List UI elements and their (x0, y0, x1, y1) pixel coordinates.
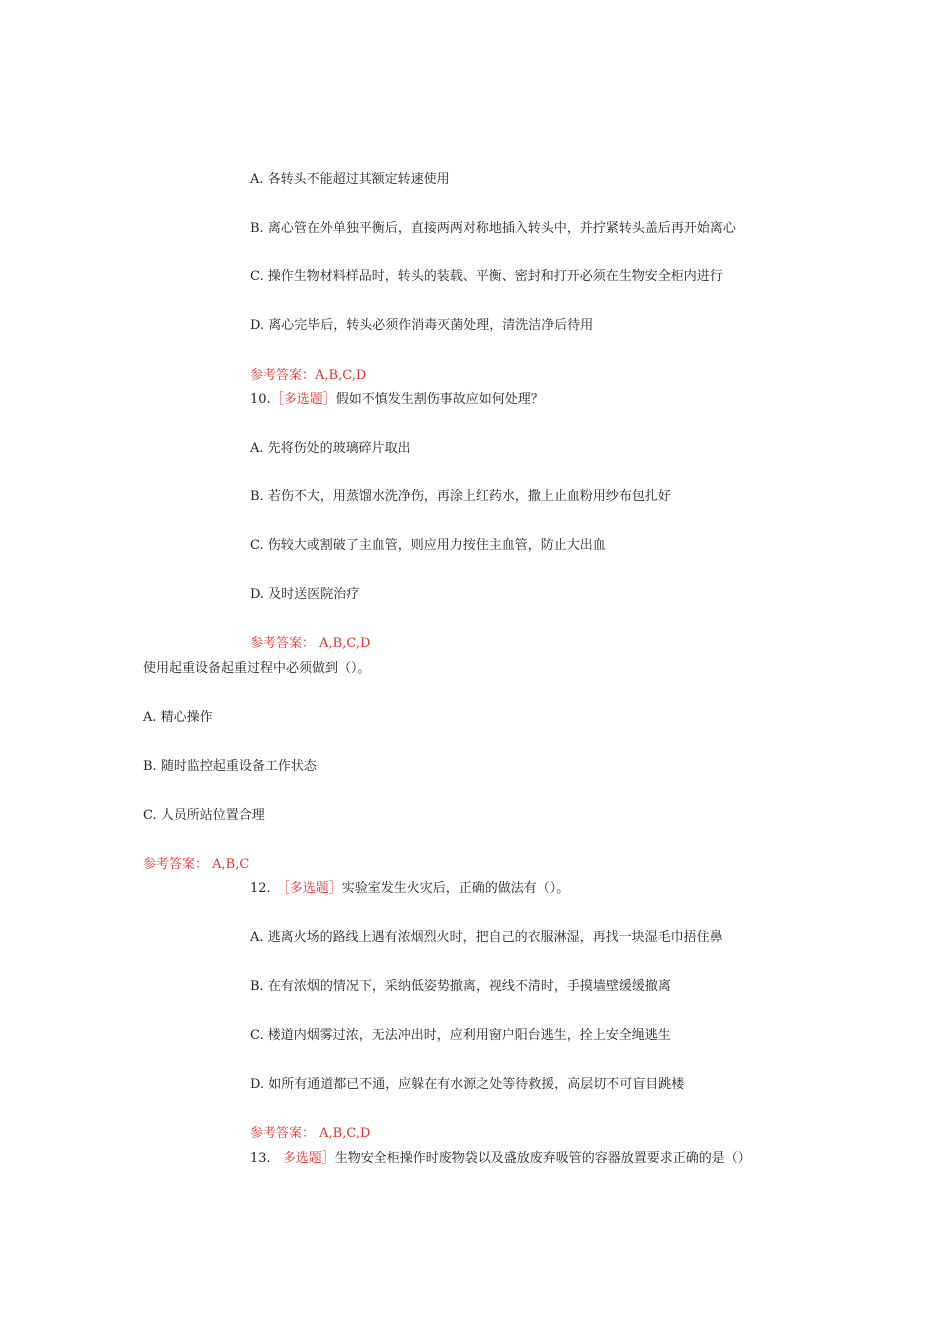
q9-option-c: C. 操作生物材料样品时，转头的装载、平衡、密封和打开必须在生物安全柜内进行 (250, 269, 723, 284)
q12-option-a: A. 逃离火场的路线上遇有浓烟烈火时，把自己的衣服淋湿，再找一块湿毛巾捂住鼻 (250, 930, 723, 945)
q10-option-a: A. 先将伤处的玻璃碎片取出 (250, 441, 411, 456)
q13-stem: 生物安全柜操作时废物袋以及盛放废弃吸管的容器放置要求正确的是（） (334, 1151, 751, 1166)
q11-answer: 参考答案： A,B,C (143, 857, 250, 872)
q12-option-b: B. 在有浓烟的情况下，采纳低姿势撤离，视线不清时，手摸墙壁缓缓撤离 (250, 979, 671, 994)
q11-option-a: A. 精心操作 (143, 710, 213, 725)
q10-option-c: C. 伤较大或割破了主血管，则应用力按住主血管，防止大出血 (250, 538, 606, 553)
q12-header (250, 880, 569, 898)
q11-option-c: C. 人员所站位置合理 (143, 808, 265, 823)
q12-number: 12. (250, 881, 271, 896)
q12-tag: ［多选题］ (276, 881, 342, 896)
q13-number: 13. (250, 1151, 271, 1166)
q10-option-d: D. 及时送医院治疗 (250, 587, 360, 602)
q11-stem: 使用起重设备起重过程中必须做到（）。 (143, 661, 371, 676)
q10-answer: 参考答案： A,B,C,D (250, 636, 371, 651)
q9-option-b: B. 离心管在外单独平衡后，直接两两对称地插入转头中，并拧紧转头盖后再开始离心 (250, 221, 736, 236)
q12-option-d: D. 如所有通道都已不通，应躲在有水源之处等待救援，高层切不可盲目跳楼 (250, 1077, 685, 1092)
q13-tag: 多选题］ (282, 1151, 335, 1166)
q12-stem: 实验室发生火灾后，正确的做法有（）。 (341, 881, 570, 896)
q9-option-d: D. 离心完毕后，转头必须作消毒灭菌处理，清洗洁净后待用 (250, 318, 594, 333)
q10-stem: 假如不慎发生割伤事故应如何处理？ (335, 392, 544, 407)
q10-tag: ［多选题］ (270, 392, 336, 407)
q9-answer: 参考答案：A,B,C,D (250, 368, 367, 383)
q9-option-a: A. 各转头不能超过其额定转速使用 (250, 172, 450, 187)
q12-option-c: C. 楼道内烟雾过浓，无法冲出时，应利用窗户阳台逃生，拴上安全绳逃生 (250, 1028, 671, 1043)
q13-header (250, 1150, 751, 1168)
q10-number: 10. (250, 392, 271, 407)
q12-answer: 参考答案： A,B,C,D (250, 1126, 371, 1141)
q10-option-b: B. 若伤不大，用蒸馏水洗净伤，再涂上红药水，撒上止血粉用纱布包扎好 (250, 489, 671, 504)
q10-header (250, 391, 544, 409)
q11-option-b: B. 随时监控起重设备工作状态 (143, 759, 317, 774)
